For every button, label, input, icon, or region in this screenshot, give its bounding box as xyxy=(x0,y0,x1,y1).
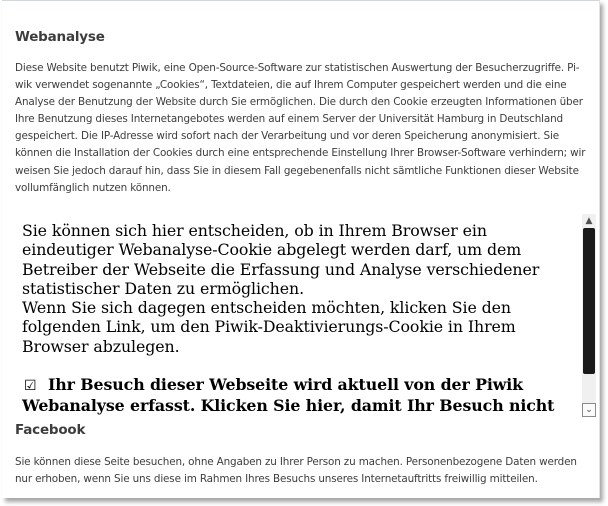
optout-intro-text: Sie können sich hier entscheiden, ob in Ihrem Browser ein eindeutiger Webanalyse-Cookie abgelegt werden darf, um dem Betreiber der Webseite die Erfassung und Analyse verschiedener statistischer Daten zu ermöglichen. xyxy=(22,221,540,298)
facebook-heading: Facebook xyxy=(15,422,86,438)
scroll-up-icon[interactable]: ▲ xyxy=(582,214,596,228)
scrollbar-thumb[interactable] xyxy=(583,228,595,374)
privacy-content-card xyxy=(2,0,600,498)
optout-label[interactable]: Ihr Besuch dieser Webseite wird aktuell von der Piwik Webanalyse erfasst. Klicken Sie hier, damit Ihr Besuch nicht xyxy=(22,375,555,416)
frame-scrollbar[interactable] xyxy=(582,214,596,417)
optout-checkbox[interactable]: ☑ xyxy=(24,378,37,395)
optout-frame-content xyxy=(22,221,577,417)
scroll-down-icon[interactable]: ⌄ xyxy=(582,403,596,417)
facebook-paragraph: Sie können diese Seite besuchen, ohne Angaben zu Ihrer Person zu machen. Personenbezogene Daten werden nur erhoben, wenn Sie uns diese im Rahmen Ihres Besuchs unseres Internetauftritts freiwillig mitteilen. xyxy=(15,456,577,486)
piwik-optout-frame[interactable] xyxy=(14,214,596,417)
webanalyse-heading: Webanalyse xyxy=(15,29,105,45)
optout-instruction-text: Wenn Sie sich dagegen entscheiden möchten, klicken Sie den folgenden Link, um den Piwik-Deaktivierungs-Cookie in Ihrem Browser abzulegen. xyxy=(22,298,516,356)
webanalyse-paragraph: Diese Website benutzt Piwik, eine Open-Source-Software zur statistischen Auswertung der Besucherzugriffe. Pi-wik verwendet sogenannte „Cookies“, Textdateien, die auf Ihrem Computer gespeichert werden und die eine Analyse der Benutzung der Website durch Sie ermöglichen. Die durch den Cookie erzeugten Informationen über Ihre Benutzung dieses Internetangebotes werden auf einem Server der Universität Hamburg in Deutschland gespeichert. Die IP-Adresse wird sofort nach der Verarbeitung und vor deren Speicherung anonymisiert. Sie können die Installation der Cookies durch eine entsprechende Einstellung Ihrer Browser-Software verhindern; wir weisen Sie jedoch darauf hin, dass Sie in diesem Fall gegebenenfalls nicht sämtliche Funktionen dieser Website vollumfänglich nutzen können. xyxy=(15,62,586,194)
optout-option[interactable] xyxy=(22,375,577,417)
